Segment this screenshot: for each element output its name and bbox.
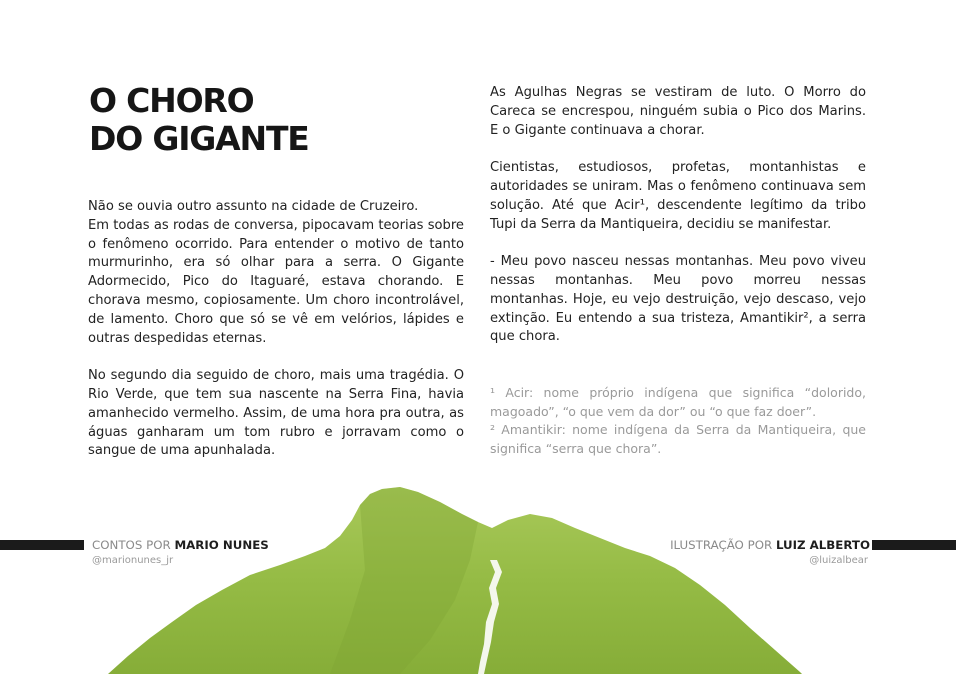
author-credit-prefix: CONTOS POR <box>92 538 175 552</box>
author-name: MARIO NUNES <box>174 538 269 552</box>
paragraph-opening: Não se ouvia outro assunto na cidade de Cruzeiro. <box>88 199 419 214</box>
author-credit <box>92 538 269 553</box>
illustrator-handle: @luizalbear <box>809 555 868 566</box>
credit-bar-right <box>872 540 956 550</box>
illustrator-name: LUIZ ALBERTO <box>775 538 870 552</box>
footnote-2: ² Amantikir: nome indígena da Serra da Mantiqueira, que significa “serra que chora”. <box>490 422 866 456</box>
footnote-1: ¹ Acir: nome próprio indígena que significa “dolorido, magoado”, “o que vem da dor” ou “o que faz doer”. <box>490 385 866 419</box>
illustrator-credit <box>670 538 870 553</box>
illustrator-credit-prefix: ILUSTRAÇÃO POR <box>670 538 776 552</box>
paragraph: - Meu povo nasceu nessas montanhas. Meu povo viveu nessas montanhas. Meu povo morreu nessas montanhas. Hoje, eu vejo destruição, vejo descaso, vejo extinção. Eu entendo a sua tristeza, Amantikir², a serra que chora. <box>490 254 866 345</box>
paragraph: No segundo dia seguido de choro, mais uma tragédia. O Rio Verde, que tem sua nascente na Serra Fina, havia amanhecido vermelho. Assim, de uma hora pra outra, as águas ganharam um tom rubro e jorravam como o sangue de uma apunhalada. <box>88 368 464 459</box>
title-line-1: O CHORO <box>89 81 254 120</box>
paragraph: Cientistas, estudiosos, profetas, montanhistas e autoridades se uniram. Mas o fenômeno continuava sem solução. Até que Acir¹, descendente legítimo da tribo Tupi da Serra da Mantiqueira, decidiu se manifestar. <box>490 160 866 232</box>
paragraph: As Agulhas Negras se vestiram de luto. O Morro do Careca se encrespou, ninguém subia o Pico dos Marins. E o Gigante continuava a chorar. <box>490 85 866 138</box>
paragraph-body: Em todas as rodas de conversa, pipocavam teorias sobre o fenômeno ocorrido. Para entender o motivo de tanto murmurinho, era só olhar para a serra. O Gigante Adormecido, Pico do Itaguaré, estava chorando. E chorava mesmo, copiosamente. Um choro incontrolável, de lamento. Choro que só se vê em velórios, lápides e outras despedidas eternas. <box>88 217 464 346</box>
author-handle: @marionunes_jr <box>92 555 174 566</box>
title-line-2: DO GIGANTE <box>89 119 309 158</box>
credit-bar-left <box>0 540 84 550</box>
